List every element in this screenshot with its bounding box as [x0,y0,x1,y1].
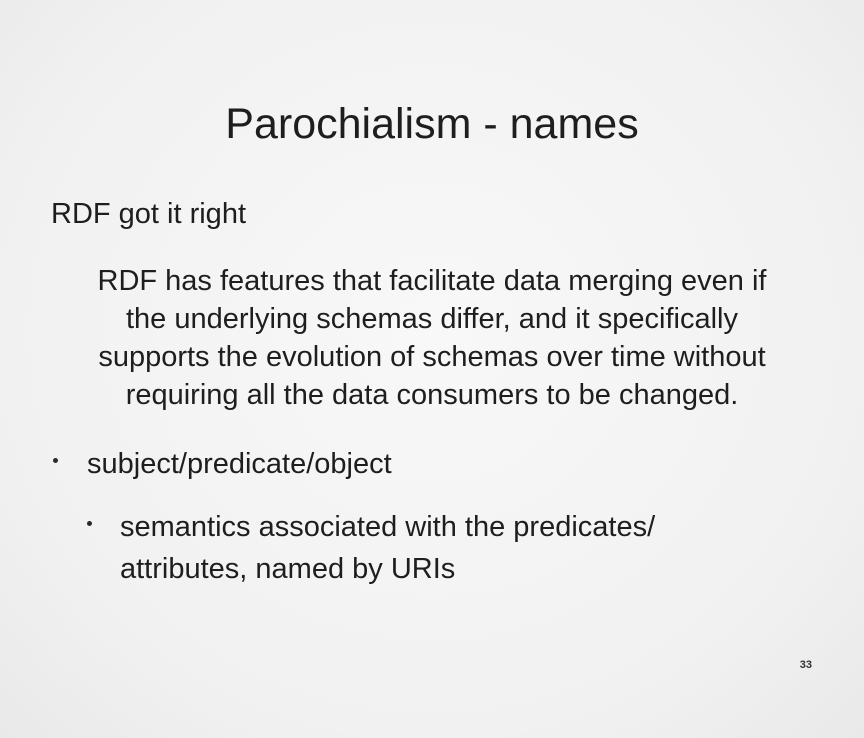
bullet-text: subject/predicate/object [87,448,392,480]
sub-bullet-line: attributes, named by URIs [120,553,456,585]
quote-line: requiring all the data consumers to be changed. [125,379,739,411]
bullet-dot-icon [87,521,92,526]
quote-block [40,262,824,414]
slide-subheading: RDF got it right [51,198,246,230]
quote-line: RDF has features that facilitate data merging even if [97,265,767,297]
sub-bullet-list [87,506,824,590]
quote-line: the underlying schemas differ, and it specifically [125,303,739,335]
bullet-list [44,444,824,590]
sub-bullet-line: semantics associated with the predicates/ [120,511,656,543]
bullet-item [44,444,824,590]
slide-title: Parochialism - names [225,100,639,148]
bullet-dot-icon [53,458,58,463]
page-number: 33 [799,659,812,671]
quote-line: supports the evolution of schemas over time without [98,341,766,373]
sub-bullet-item [87,506,824,590]
